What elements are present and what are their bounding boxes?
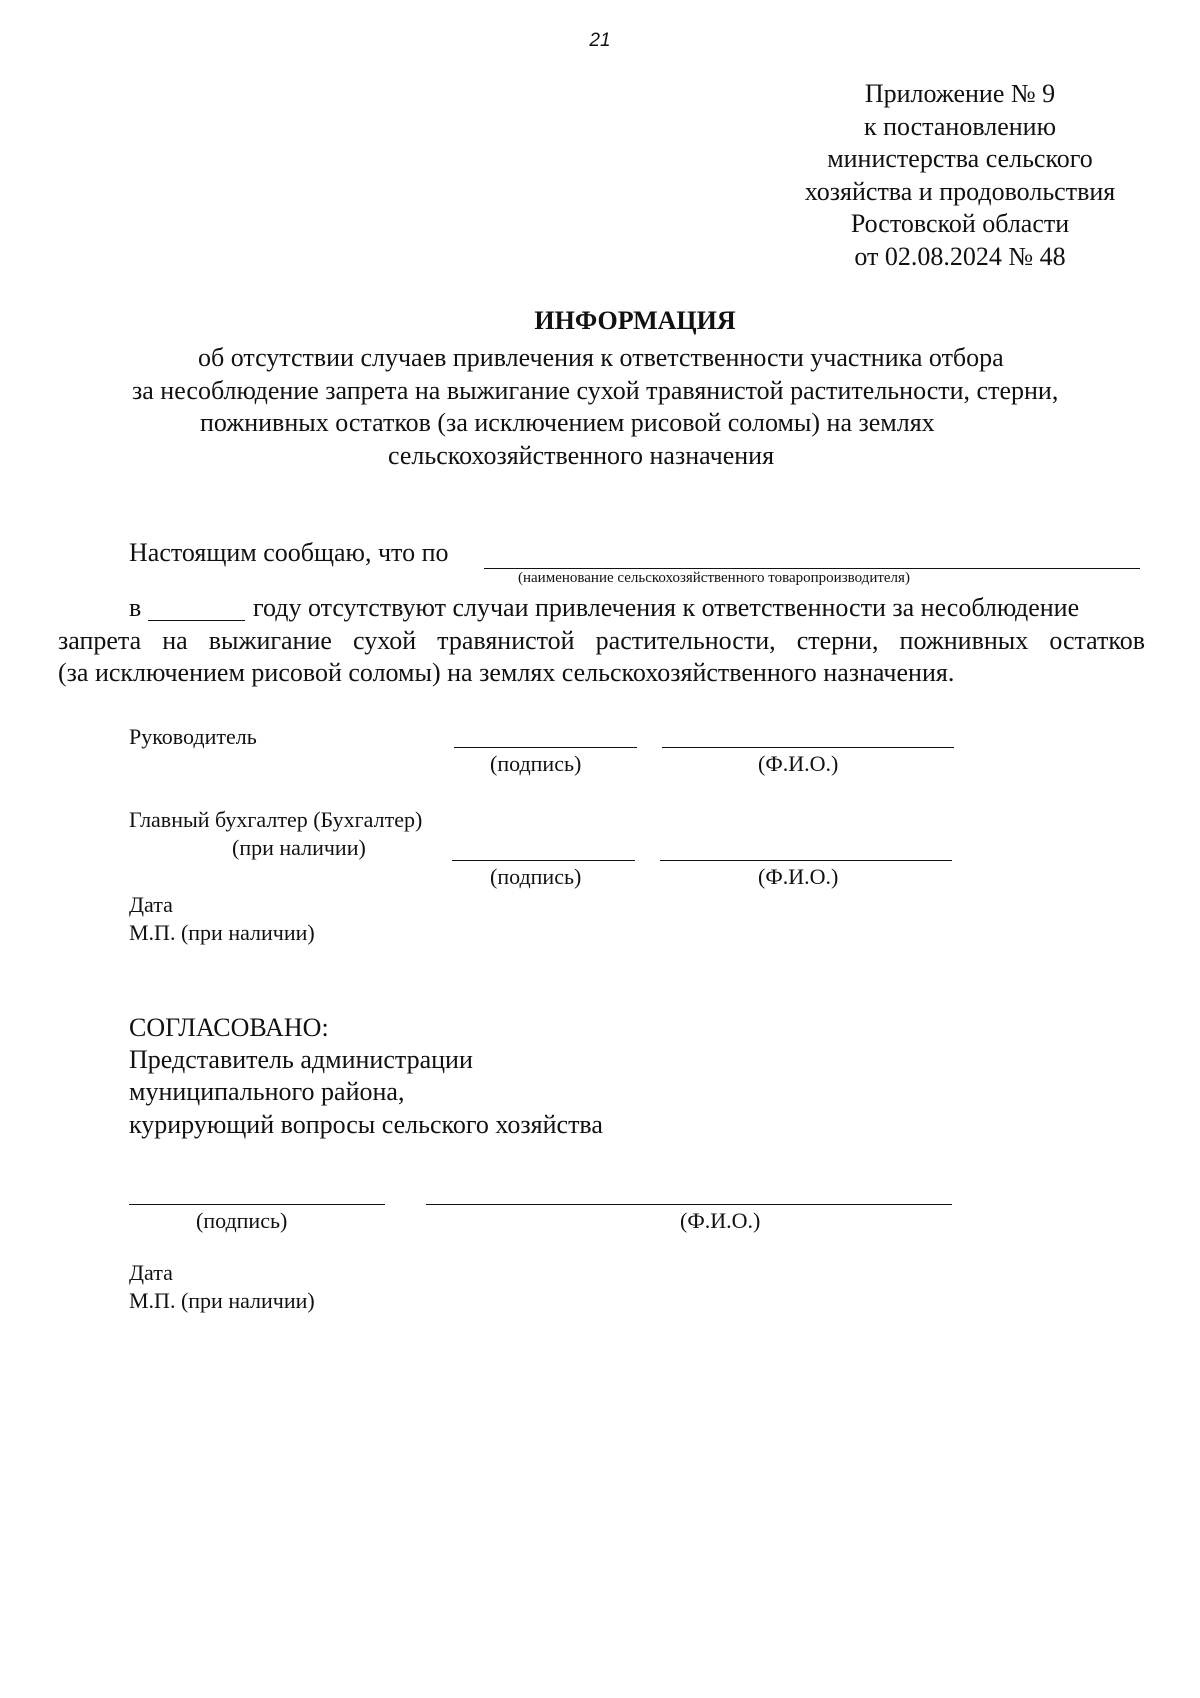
appendix-line: хозяйства и продовольствия [804,176,1116,206]
page-number: 21 [589,30,611,51]
document-title: ИНФОРМАЦИЯ [534,306,736,335]
head-fio-caption: (Ф.И.О.) [758,751,839,776]
subtitle-line: об отсутствии случаев привлечения к ответственности участника отбора [198,343,1004,372]
approval-line: курирующий вопросы сельского хозяйства [129,1110,603,1139]
accountant-label: Главный бухгалтер (Бухгалтер) [129,807,423,832]
appendix-line: министерства сельского [827,144,1093,173]
producer-name-line[interactable] [484,568,1140,569]
head-fio-line[interactable] [662,747,954,748]
accountant-fio-caption: (Ф.И.О.) [758,864,839,889]
appendix-block [760,78,1160,273]
appendix-line: от 02.08.2024 № 48 [854,241,1066,271]
appendix-line: к постановлению [863,111,1057,141]
approval-heading: СОГЛАСОВАНО: [129,1013,329,1042]
approval-fio-line[interactable] [426,1204,952,1205]
approval-signature-caption: (подпись) [196,1208,288,1233]
body-line-3: (за исключением рисовой соломы) на землях сельскохозяйственного назначения. [58,658,955,687]
approval-line: муниципального района, [129,1077,405,1106]
subtitle-line: сельскохозяйственного назначения [388,440,775,470]
approval-line: Представитель администрации [129,1045,473,1074]
subtitle-line: пожнивных остатков (за исключением рисовой соломы) на землях [200,408,935,437]
appendix-line: Ростовской области [850,209,1070,238]
approval-stamp-label: М.П. (при наличии) [129,1288,315,1313]
subtitle-line: за несоблюдение запрета на выжигание сухой травянистой растительности, стерни, [132,375,1059,405]
accountant-fio-line[interactable] [660,860,952,861]
body-line-2: запрета на выжигание сухой травянистой растительности, стерни, пожнивных остатков [58,626,1145,655]
intro-text: Настоящим сообщаю, что по [129,538,449,567]
year-line[interactable] [148,620,245,621]
stamp-label: М.П. (при наличии) [129,920,315,945]
date-label: Дата [129,892,173,917]
appendix-line: Приложение № 9 [864,79,1056,108]
head-signature-caption: (подпись) [490,751,582,776]
approval-signature-line[interactable] [129,1204,385,1205]
approval-date-label: Дата [129,1260,173,1285]
body-line-1: году отсутствуют случаи привлечения к ответственности за несоблюдение [253,593,1080,622]
accountant-note: (при наличии) [232,835,366,860]
head-signature-line[interactable] [454,747,637,748]
approval-fio-caption: (Ф.И.О.) [680,1208,761,1233]
accountant-signature-caption: (подпись) [490,864,582,889]
in-word: в [129,593,142,622]
accountant-signature-line[interactable] [452,860,635,861]
head-label: Руководитель [129,724,257,749]
producer-caption: (наименование сельскохозяйственного товаропроизводителя) [518,570,910,586]
